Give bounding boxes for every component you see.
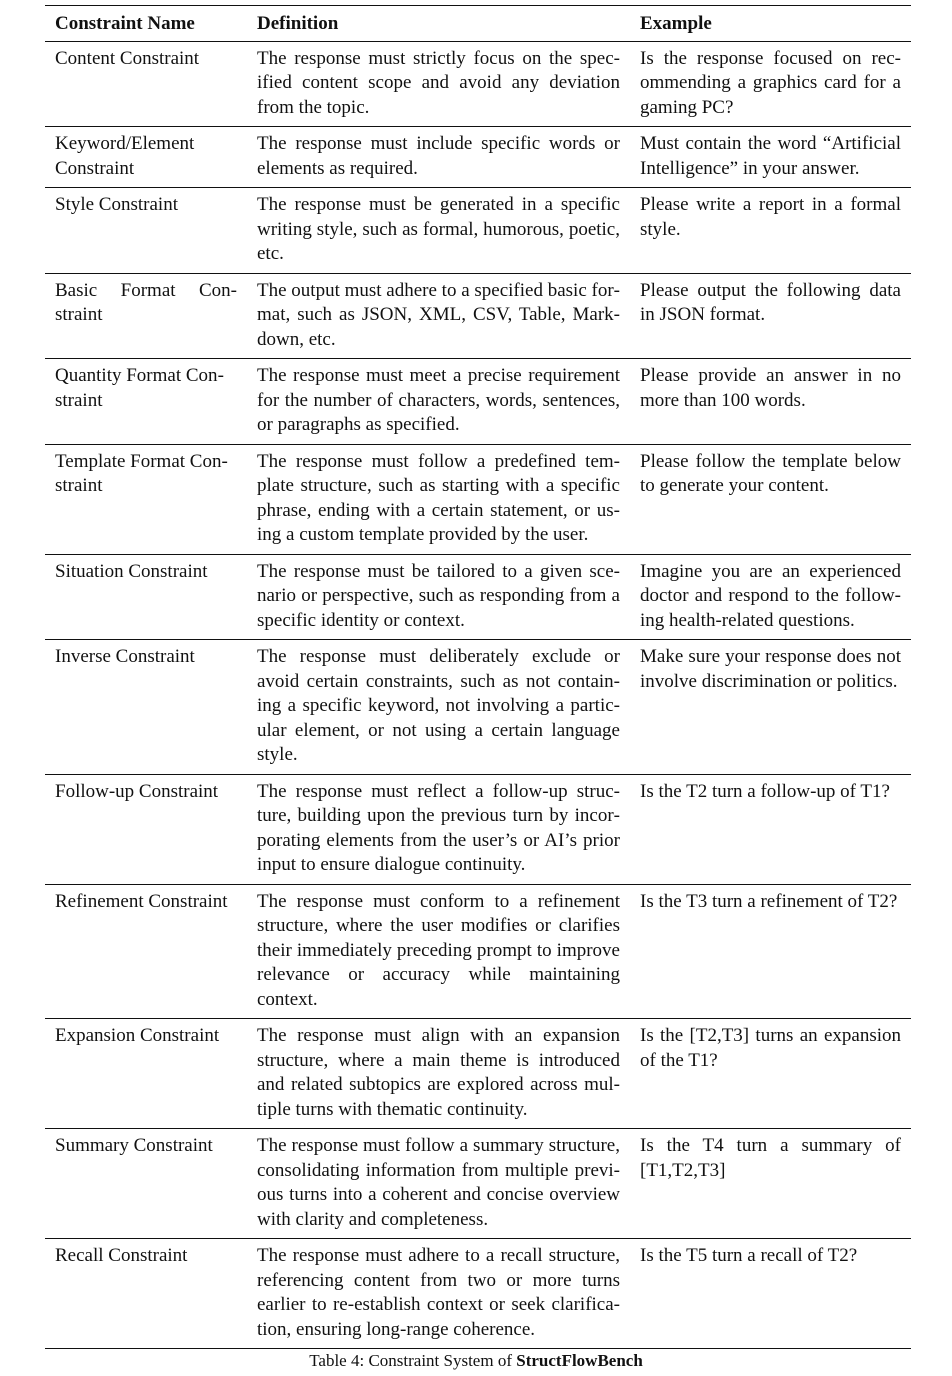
table-row — [45, 640, 911, 775]
header-definition: Definition — [257, 13, 339, 34]
cell-constraint-name: Basic Format Constraint — [55, 279, 237, 325]
cell-constraint-name: Quantity Format Constraint — [55, 365, 224, 411]
cell-constraint-name: Expansion Constraint — [55, 1025, 220, 1046]
cell-example: Is the response focused on recommending a graphics card for a gaming PC? — [640, 47, 901, 118]
table-row — [45, 444, 911, 554]
cell-example: Is the T3 turn a refinement of T2? — [640, 890, 898, 912]
table-row — [45, 1129, 911, 1239]
table-row — [45, 188, 911, 274]
constraint-table — [45, 5, 911, 1349]
table-caption — [0, 1351, 952, 1371]
cell-example: Must contain the word “Artificial Intelligence” in your answer. — [640, 133, 901, 179]
cell-constraint-name: Summary Constraint — [55, 1135, 213, 1156]
cell-example: Make sure your response does not involve discrimination or politics. — [640, 646, 901, 692]
table-row — [45, 554, 911, 640]
cell-constraint-name: Keyword/Element Constraint — [55, 133, 195, 179]
cell-example: Please provide an answer in no more than 100 words. — [640, 365, 901, 411]
cell-definition: The response must align with an expansion structure, where a main theme is introduced and related subtopics are explored across multiple turns with thematic continuity. — [257, 1025, 620, 1120]
cell-constraint-name: Recall Constraint — [55, 1245, 188, 1266]
cell-definition: The response must follow a summary structure, consolidating information from multiple previous turns into a coherent and concise overview with clarity and completeness. — [257, 1135, 620, 1230]
caption-benchmark-name: StructFlowBench — [516, 1351, 643, 1370]
cell-example: Is the T2 turn a follow-up of T1? — [640, 780, 890, 802]
cell-definition: The response must include specific words or elements as required. — [257, 133, 620, 179]
header-example: Example — [640, 13, 712, 34]
cell-constraint-name: Style Constraint — [55, 194, 178, 215]
cell-definition: The output must adhere to a specified basic format, such as JSON, XML, CSV, Table, Markdown, etc. — [257, 279, 620, 350]
cell-example: Is the T4 turn a summary of [T1,T2,T3] — [640, 1135, 901, 1181]
table-row — [45, 41, 911, 127]
cell-constraint-name: Template Format Constraint — [55, 450, 228, 496]
cell-example: Please write a report in a formal style. — [640, 194, 901, 240]
cell-definition: The response must be tailored to a given scenario or perspective, such as responding from a specific identity or context. — [257, 560, 620, 631]
table-header-row — [45, 6, 911, 42]
caption-prefix: Table 4: Constraint System of — [309, 1351, 517, 1370]
cell-constraint-name: Situation Constraint — [55, 560, 208, 582]
cell-definition: The response must adhere to a recall structure, referencing content from two or more turns earlier to re-establish context or seek clarification, ensuring long-range coherence. — [257, 1245, 620, 1340]
cell-example: Imagine you are an experienced doctor and respond to the following health-related questions. — [640, 560, 901, 631]
table-row — [45, 359, 911, 445]
cell-constraint-name: Follow-up Constraint — [55, 780, 219, 802]
cell-definition: The response must strictly focus on the specified content scope and avoid any deviation from the topic. — [257, 47, 620, 118]
cell-definition: The response must be generated in a specific writing style, such as formal, humorous, poetic, etc. — [257, 194, 620, 264]
cell-constraint-name: Inverse Constraint — [55, 646, 195, 667]
cell-example: Please output the following data in JSON format. — [640, 279, 901, 325]
cell-example: Please follow the template below to generate your content. — [640, 450, 901, 496]
table-row — [45, 774, 911, 884]
cell-example: Is the T5 turn a recall of T2? — [640, 1245, 858, 1266]
cell-definition: The response must reflect a follow-up structure, building upon the previous turn by incorporating elements from the user’s or AI’s prior input to ensure dialogue continuity. — [257, 780, 620, 875]
cell-constraint-name: Refinement Constraint — [55, 890, 228, 912]
cell-example: Is the [T2,T3] turns an expansion of the T1? — [640, 1025, 901, 1071]
table-row — [45, 273, 911, 359]
cell-definition: The response must follow a predefined template structure, such as starting with a specific phrase, ending with a certain statement, or using a custom template provided by the user. — [257, 450, 620, 545]
table-row — [45, 127, 911, 188]
header-constraint-name: Constraint Name — [55, 13, 195, 34]
table-row — [45, 1239, 911, 1349]
cell-definition: The response must meet a precise requirement for the number of characters, words, sentences, or paragraphs as specified. — [257, 365, 620, 435]
cell-definition: The response must deliberately exclude or avoid certain constraints, such as not containing a specific keyword, not involving a particular element, or not using a certain language style. — [257, 646, 620, 765]
table-row — [45, 884, 911, 1019]
cell-definition: The response must conform to a refinement structure, where the user modifies or clarifies their immediately preceding prompt to improve relevance or accuracy while maintaining context. — [257, 890, 620, 1010]
cell-constraint-name: Content Constraint — [55, 47, 200, 69]
table-row — [45, 1019, 911, 1129]
